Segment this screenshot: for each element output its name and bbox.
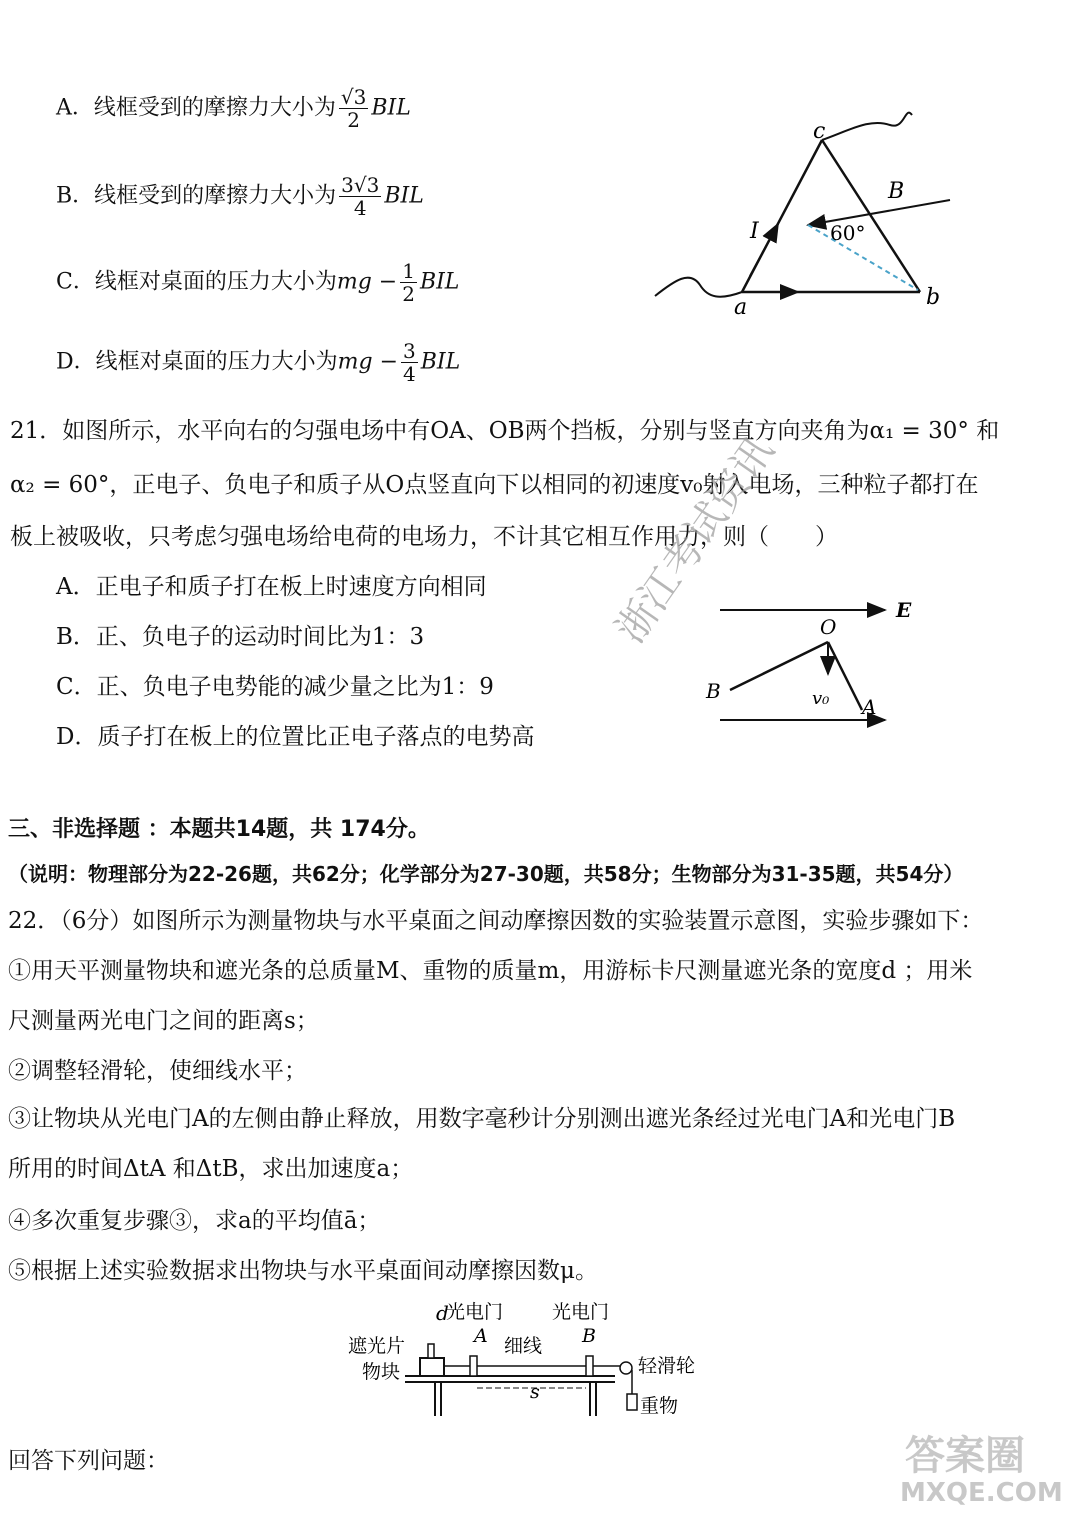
q21-stem-line2: α₂ = 60°，正电子、负电子和质子从O点竖直向下以相同的初速度v₀射入电场，三种粒子都打在 [10, 472, 979, 498]
label-gate-b: 光电门 [552, 1301, 610, 1323]
plate-ob [730, 642, 828, 690]
triangle-side-cb [822, 140, 920, 292]
site-logo-text: 答案圈 [905, 1433, 1025, 1479]
denominator: 2 [402, 282, 415, 306]
option-text: D．线框对桌面的压力大小为 [56, 349, 338, 375]
q22-stem: 22．（6分）如图所示为测量物块与水平桌面之间动摩擦因数的实验装置示意图，实验步骤如下： [8, 908, 984, 934]
q21-option-b: B．正、负电子的运动时间比为1：3 [56, 624, 425, 650]
section-note: （说明：物理部分为22-26题，共62分；化学部分为27-30题，共58分；生物部分为31-35题，共54分） [8, 862, 964, 886]
option-suffix: BIL [419, 269, 460, 295]
q22-step1-line1: ①用天平测量物块和遮光条的总质量M、重物的质量m，用游标卡尺测量遮光条的宽度d ；用米 [8, 958, 973, 984]
numerator: √3 [340, 85, 367, 109]
option-text: B．线框受到的摩擦力大小为 [56, 183, 337, 209]
q22-step2: ②调整轻滑轮，使细线水平； [8, 1058, 307, 1084]
label-angle: 60° [830, 221, 866, 245]
option-text: A．线框受到的摩擦力大小为 [56, 95, 336, 121]
label-string: 细线 [504, 1335, 543, 1357]
label-a: A [862, 695, 877, 719]
label-pulley: 轻滑轮 [638, 1355, 696, 1377]
label-gate-a-letter: A [474, 1325, 488, 1347]
q22-step5: ⑤根据上述实验数据求出物块与水平桌面间动摩擦因数μ。 [8, 1258, 598, 1284]
answer-prompt: 回答下列问题： [8, 1448, 169, 1474]
fraction [401, 340, 418, 385]
numerator: 3 [403, 339, 416, 363]
option-suffix: BIL [420, 349, 461, 375]
q22-apparatus-figure [340, 1298, 720, 1422]
q21-stem-line3: 板上被吸收，只考虑匀强电场给电荷的电场力，不计其它相互作用力，则（ ） [10, 524, 838, 550]
option-suffix: BIL [384, 183, 424, 209]
denominator: 4 [353, 196, 367, 220]
pulley [620, 1362, 632, 1374]
q20-option-c [56, 260, 459, 305]
q21-option-d: D．质子打在板上的位置比正电子落点的电势高 [56, 724, 535, 750]
block [420, 1358, 444, 1376]
label-b: b [926, 285, 941, 310]
watermark-text: 浙江考试资讯 [607, 428, 783, 652]
label-b-field: B [888, 179, 905, 204]
label-shading-strip: 遮光片 [348, 1335, 406, 1357]
section-heading: 三、非选择题 ：本题共14题，共 174分。 [8, 817, 430, 842]
q20-option-a [56, 86, 411, 131]
label-s: s [530, 1381, 540, 1403]
fraction [339, 86, 368, 131]
lead-wire-left [655, 278, 742, 297]
option-mg: mg − [337, 349, 399, 375]
q22-step1-line2: 尺测量两光电门之间的距离s； [8, 1008, 319, 1034]
q21-stem-line1: 21．如图所示，水平向右的匀强电场中有OA、OB两个挡板，分别与竖直方向夹角为α₁ = 30° 和 [10, 418, 1000, 444]
numerator: 1 [402, 259, 415, 283]
denominator: 4 [403, 362, 416, 386]
q22-step3-line1: ③让物块从光电门A的左侧由静止释放，用数字毫秒计分别测出遮光条经过光电门A和光电门B [8, 1106, 956, 1132]
plate-oa [828, 642, 862, 710]
q21-option-a: A．正电子和质子打在板上时速度方向相同 [56, 574, 487, 600]
hanging-weight [627, 1394, 637, 1410]
label-block: 物块 [362, 1361, 401, 1383]
site-logo-url: MXQE.COM [900, 1478, 1063, 1508]
label-c: c [813, 119, 826, 144]
label-b: B [706, 679, 721, 703]
q20-option-b [56, 174, 424, 219]
option-mg: mg − [336, 269, 398, 295]
label-weight: 重物 [640, 1395, 679, 1417]
label-a: a [734, 295, 748, 320]
q20-option-d [56, 340, 460, 385]
fraction [339, 174, 381, 219]
denominator: 2 [347, 108, 360, 132]
label-gate-b-letter: B [582, 1325, 596, 1347]
gate-a [470, 1356, 477, 1376]
shading-strip [428, 1344, 434, 1358]
gate-b [586, 1356, 593, 1376]
label-gate-a: 光电门 [446, 1301, 504, 1323]
option-suffix: BIL [371, 95, 411, 121]
q21-option-c: C．正、负电子电势能的减少量之比为1：9 [56, 674, 494, 700]
label-i: I [750, 219, 759, 244]
fraction [400, 260, 417, 305]
q20-triangle-figure [650, 100, 970, 330]
q22-step3-line2: 所用的时间ΔtA 和ΔtB，求出加速度a； [8, 1156, 414, 1182]
label-o: O [820, 615, 837, 639]
label-v0: v₀ [812, 688, 830, 709]
q22-step4: ④多次重复步骤③，求a的平均值ā； [8, 1208, 381, 1234]
option-text: C．线框对桌面的压力大小为 [56, 269, 337, 295]
label-d: d [436, 1301, 449, 1325]
lead-wire-top [822, 113, 912, 140]
q21-field-figure [700, 594, 930, 734]
label-e: E [896, 598, 912, 622]
numerator: 3√3 [341, 173, 380, 197]
